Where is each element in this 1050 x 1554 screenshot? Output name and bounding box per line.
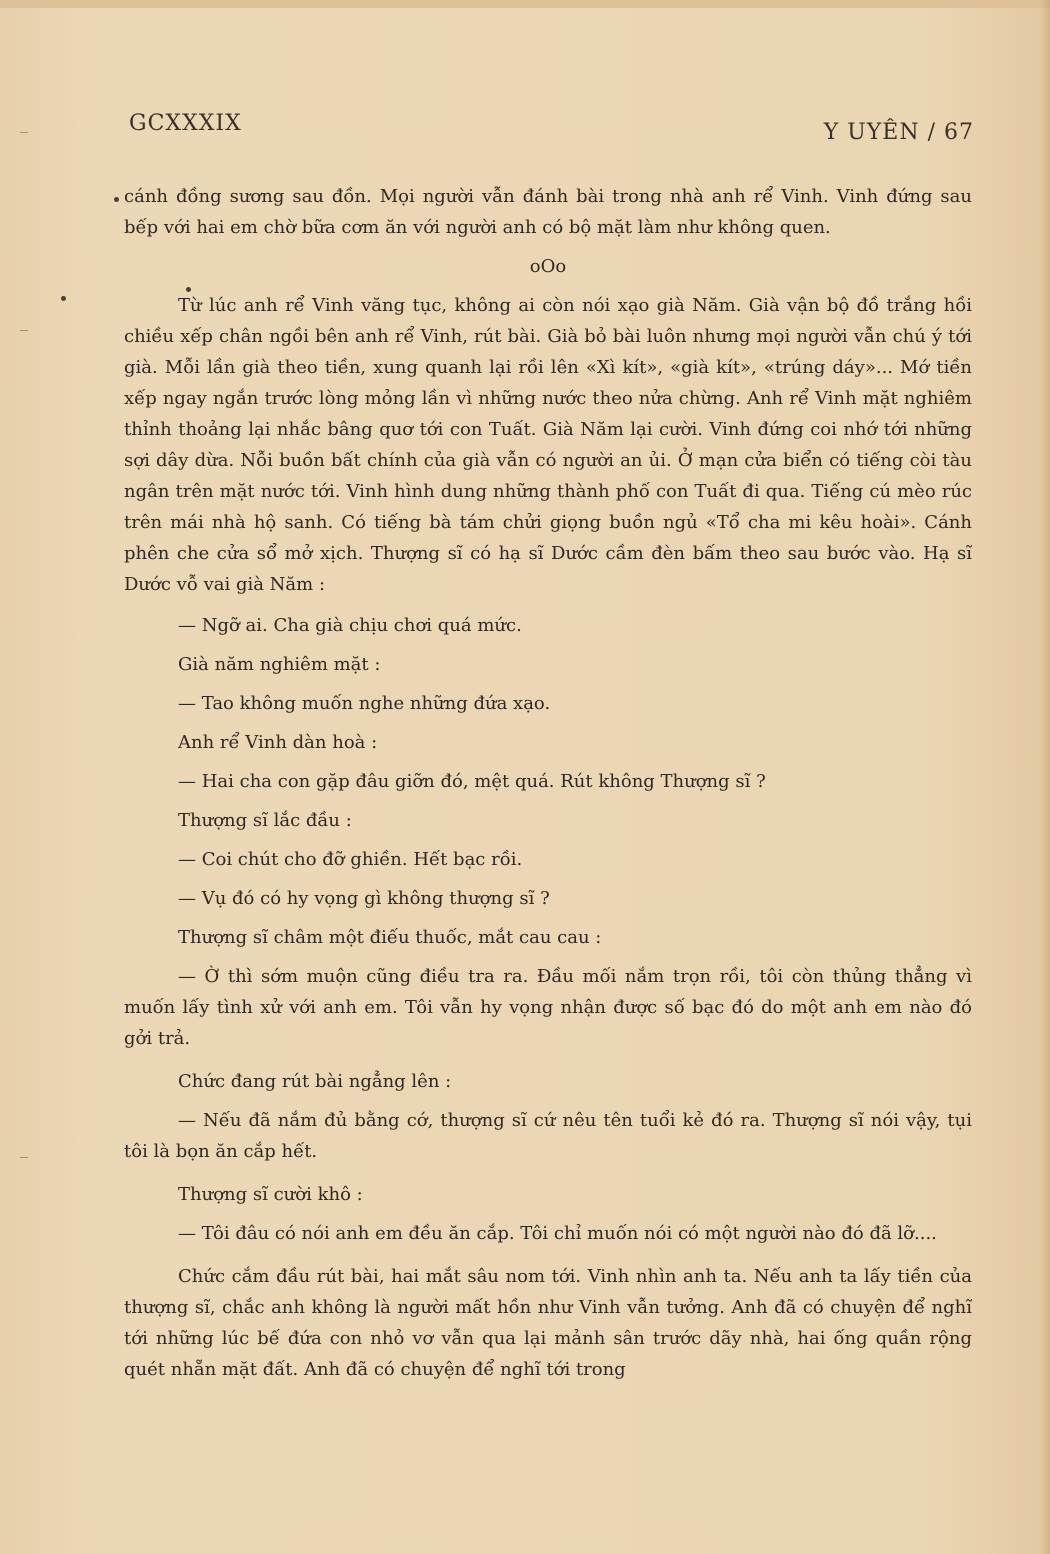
dialogue-1: — Ngỡ ai. Cha già chịu chơi quá mức. [178,615,522,636]
dialogue-8: — Tôi đâu có nói anh em đều ăn cắp. Tôi chỉ muốn nói có một người nào đó đã lỡ.... [178,1223,937,1244]
margin-mark [20,132,28,133]
dialogue-4: — Coi chút cho đỡ ghiền. Hết bạc rồi. [178,849,523,870]
dialogue-6: — Ờ thì sớm muộn cũng điều tra ra. Đầu mối nắm trọn rồi, tôi còn thủng thẳng vì muốn lấy tình xử với anh em. Tôi vẫn hy vọng nhận được số bạc đó do một anh em nào đó gởi trả. [124,966,972,1049]
ink-dot [114,197,119,202]
narration-4: Thượng sĩ châm một điếu thuốc, mắt cau cau : [178,927,602,948]
narration-1: Già năm nghiêm mặt : [178,654,381,675]
page-code: GCXXXIX [129,111,242,136]
paper-right-edge [1040,0,1050,1554]
ink-dot [61,296,66,301]
narration-3: Thượng sĩ lắc đầu : [178,810,352,831]
paragraph-1: cánh đồng sương sau đồn. Mọi người vẫn đánh bài trong nhà anh rể Vinh. Vinh đứng sau bếp với hai em chờ bữa cơm ăn với người anh có bộ mặt làm như không quen. [124,186,972,238]
paragraph-3: Chức cắm đầu rút bài, hai mắt sâu nom tới. Vinh nhìn anh ta. Nếu anh ta lấy tiền của thượng sĩ, chắc anh không là người mất hồn như Vinh vẫn tưởng. Anh đã có chuyện để nghĩ tới những lúc bế đứa con nhỏ vơ vẫn qua lại mảnh sân trước dãy nhà, hai ống quần rộng quét nhẵn mặt đất. Anh đã có chuyện để nghĩ tới trong [124,1266,972,1380]
section-divider: oOo [529,256,567,277]
margin-mark [20,1157,28,1158]
dialogue-2: — Tao không muốn nghe những đứa xạo. [178,693,551,714]
narration-2: Anh rể Vinh dàn hoà : [178,732,378,753]
dialogue-3: — Hai cha con gặp đâu giỡn đó, mệt quá. Rút không Thượng sĩ ? [178,771,766,792]
dialogue-5: — Vụ đó có hy vọng gì không thượng sĩ ? [178,888,550,909]
paragraph-2: Từ lúc anh rể Vinh văng tục, không ai còn nói xạo già Năm. Già vận bộ đồ trắng hồi chiều xếp chân ngồi bên anh rể Vinh, rút bài. Già bỏ bài luôn nhưng mọi người vẫn chú ý tới già. Mỗi lần già theo tiền, xung quanh lại rồi lên «Xì kít», «già kít», «trúng dáy»... Mớ tiền xếp ngay ngắn trước lòng mỏng lần vì những nước theo nửa chừng. Anh rể Vinh mặt nghiêm thỉnh thoảng lại nhắc bâng quơ tới con Tuất. Già Năm lại cười. Vinh đứng coi nhớ tới những sợi dây dừa. Nỗi buồn bất chính của già vẫn có người an ủi. Ở mạn cửa biển có tiếng còi tàu ngân trên mặt nước tới. Vinh hình dung những thành phố con Tuất đi qua. Tiếng cú mèo rúc trên mái nhà hộ sanh. Có tiếng bà tám chửi giọng buồn ngủ «Tổ cha mi kêu hoài». Cánh phên che cửa sổ mở xịch. Thượng sĩ có hạ sĩ Dước cầm đèn bấm theo sau bước vào. Hạ sĩ Dước vỗ vai già Năm : [124,295,972,595]
margin-mark [20,330,28,331]
paper-top-edge [0,0,1050,8]
narration-5: Chức đang rút bài ngẳng lên : [178,1071,452,1092]
running-header: Y UYÊN / 67 [823,120,974,145]
narration-6: Thượng sĩ cười khô : [178,1184,363,1205]
dialogue-7: — Nếu đã nắm đủ bằng cớ, thượng sĩ cứ nêu tên tuổi kẻ đó ra. Thượng sĩ nói vậy, tụi tôi là bọn ăn cắp hết. [124,1110,972,1162]
body-text [124,181,972,1385]
